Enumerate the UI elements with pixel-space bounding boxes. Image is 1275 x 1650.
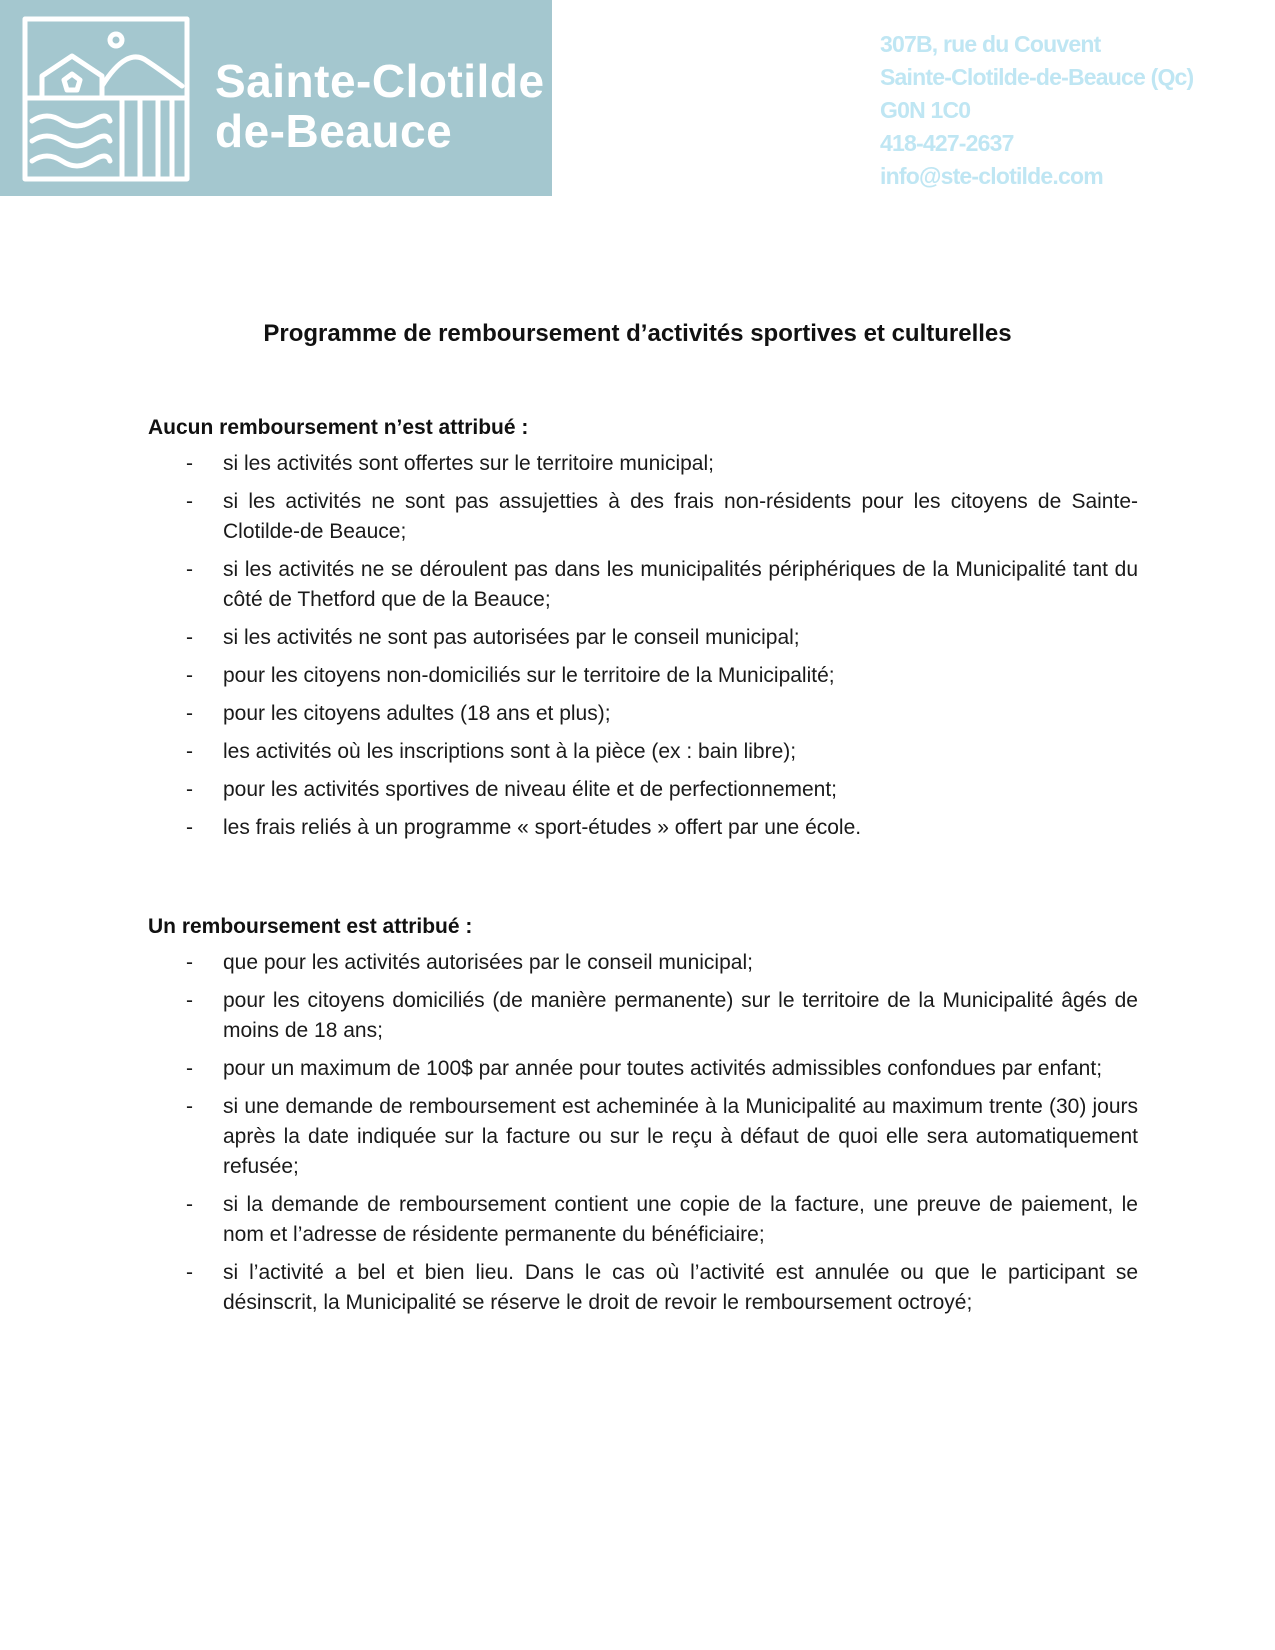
address-line-1: 307B, rue du Couvent [880,31,1101,57]
list-item-text: si la demande de remboursement contient une copie de la facture, une preuve de paiement, le nom et l’adresse de résidente permanente du bénéficiaire; [223,1193,1138,1246]
condition-list [148,948,1138,1318]
list-bullet: - [186,740,193,763]
list-item [148,449,1138,479]
list-item [148,737,1138,767]
list-item [148,555,1138,615]
list-bullet: - [186,816,193,839]
list-bullet: - [186,626,193,649]
list-bullet: - [186,558,193,581]
list-item [148,986,1138,1046]
list-item [148,623,1138,653]
list-bullet: - [186,1095,193,1118]
municipality-logo-icon [22,16,190,182]
list-item [148,948,1138,978]
list-item [148,1092,1138,1182]
list-item-text: pour les citoyens non-domiciliés sur le territoire de la Municipalité; [223,664,835,687]
list-item-text: pour un maximum de 100$ par année pour toutes activités admissibles confondues par enfant; [223,1057,1103,1080]
logo-line-1: Sainte-Clotilde [215,55,545,107]
list-bullet: - [186,1193,193,1216]
list-bullet: - [186,778,193,801]
list-bullet: - [186,490,193,513]
postal-code: G0N 1C0 [880,97,971,123]
list-item [148,1190,1138,1250]
logo-banner [0,0,552,196]
list-bullet: - [186,702,193,725]
section-heading: Aucun remboursement n’est attribué : [148,416,529,439]
list-item-text: si les activités sont offertes sur le territoire municipal; [223,452,714,475]
list-item-text: les frais reliés à un programme « sport-études » offert par une école. [223,816,862,839]
list-item-text: si l’activité a bel et bien lieu. Dans le cas où l’activité est annulée ou que le participant se désinscrit, la Municipalité se réserve le droit de revoir le remboursement octroyé; [223,1261,1138,1314]
section-heading: Un remboursement est attribué : [148,915,473,938]
list-bullet: - [186,1261,193,1284]
list-item [148,1258,1138,1318]
list-item-text: si une demande de remboursement est acheminée à la Municipalité au maximum trente (30) jours après la date indiquée sur la facture ou sur le reçu à défaut de quoi elle sera automatiquement refusée; [223,1095,1138,1178]
list-item-text: si les activités ne sont pas autorisées par le conseil municipal; [223,626,800,649]
list-item [148,661,1138,691]
list-item-text: pour les citoyens adultes (18 ans et plus); [223,702,611,725]
phone-number: 418-427-2637 [880,130,1014,156]
email-address: info@ste-clotilde.com [880,163,1103,189]
section-no-reimbursement [148,413,1138,851]
logo-wordmark [215,56,550,156]
list-item-text: pour les citoyens domiciliés (de manière permanente) sur le territoire de la Municipalité âgés de moins de 18 ans; [223,989,1138,1042]
list-bullet: - [186,951,193,974]
list-item [148,1054,1138,1084]
list-item [148,775,1138,805]
list-bullet: - [186,452,193,475]
address-line-2: Sainte-Clotilde-de-Beauce (Qc) [880,64,1194,90]
list-bullet: - [186,989,193,1012]
list-item [148,487,1138,547]
logo-line-2: de-Beauce [215,105,453,157]
list-bullet: - [186,1057,193,1080]
list-item-text: que pour les activités autorisées par le conseil municipal; [223,951,753,974]
list-item [148,813,1138,843]
list-item [148,699,1138,729]
list-item-text: pour les activités sportives de niveau élite et de perfectionnement; [223,778,838,801]
contact-block [880,28,1270,193]
condition-list [148,449,1138,843]
list-item-text: si les activités ne sont pas assujetties à des frais non-résidents pour les citoyens de Sainte-Clotilde-de Beauce; [223,490,1138,543]
list-item-text: les activités où les inscriptions sont à la pièce (ex : bain libre); [223,740,797,763]
list-bullet: - [186,664,193,687]
page-title: Programme de remboursement d’activités sportives et culturelles [263,320,1012,347]
list-item-text: si les activités ne se déroulent pas dans les municipalités périphériques de la Municipalité tant du côté de Thetford que de la Beauce; [223,558,1138,611]
section-reimbursement [148,912,1138,1326]
